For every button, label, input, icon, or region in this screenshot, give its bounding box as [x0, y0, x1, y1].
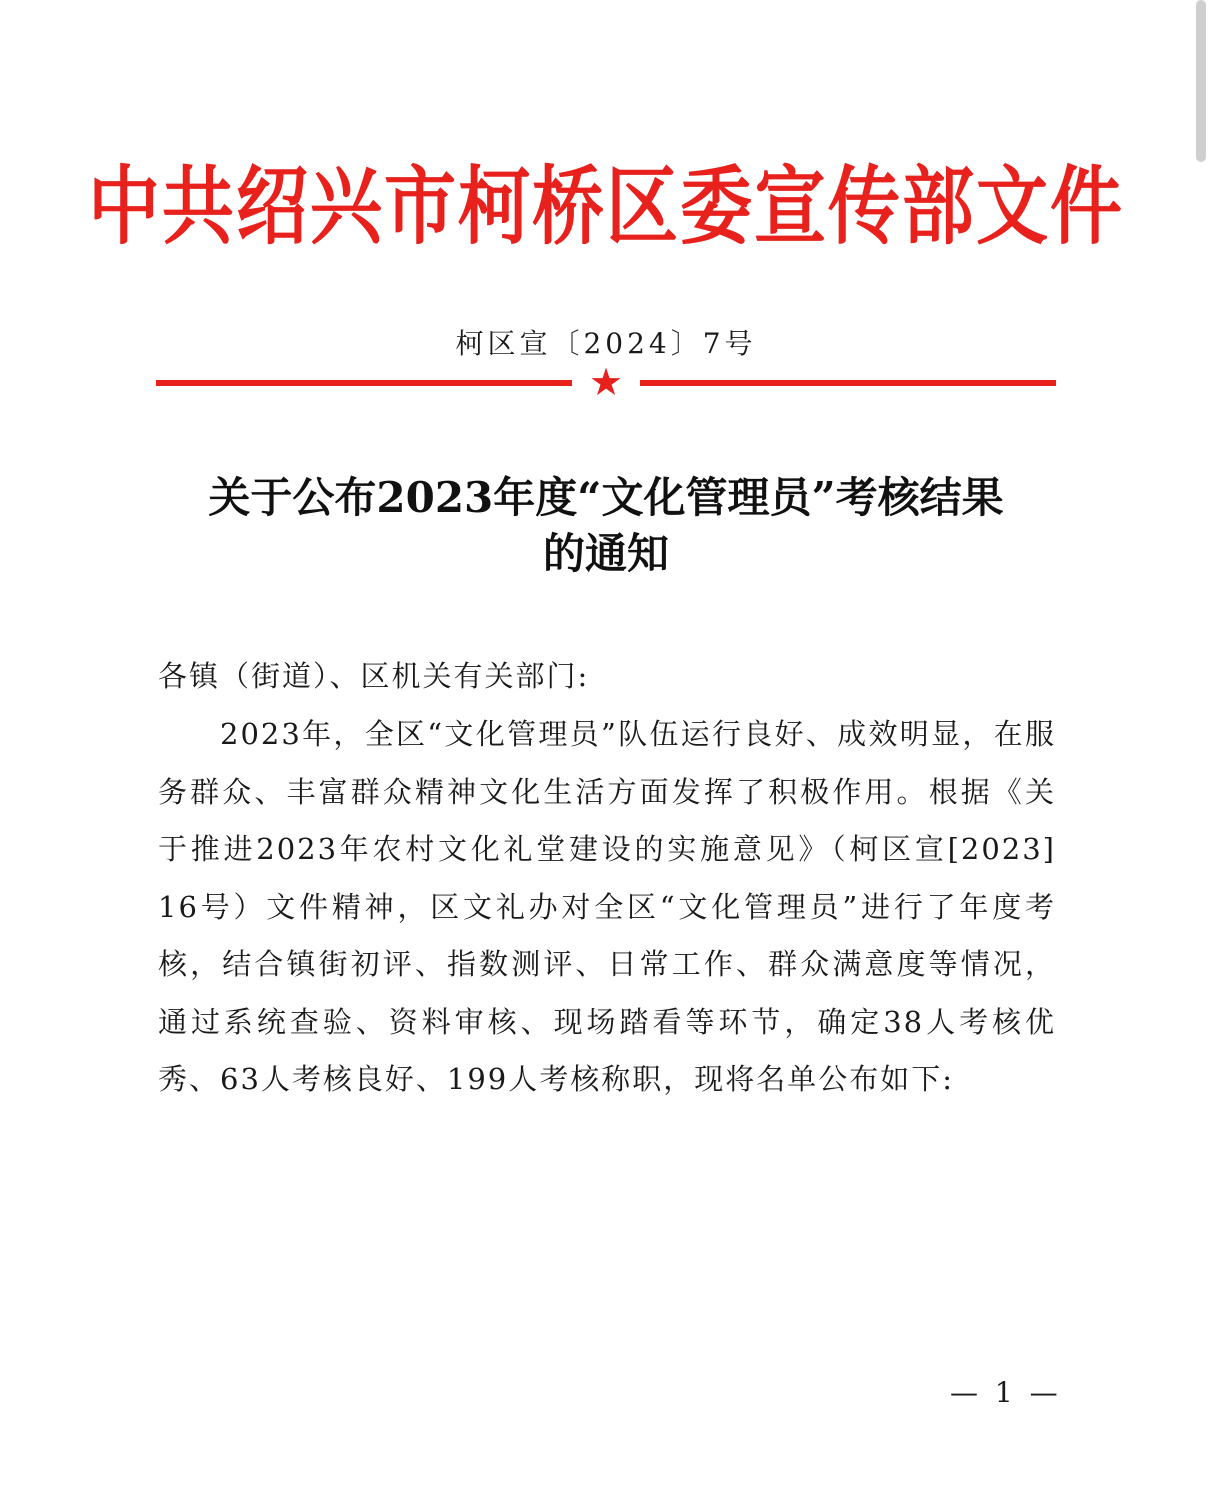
document-header: 中共绍兴市柯桥区委宣传部文件 [87, 156, 1124, 256]
title-line-1: 关于公布2023年度“文化管理员”考核结果 [208, 473, 1004, 522]
document-number: 柯区宣〔2024〕7号 [455, 327, 757, 360]
salutation: 各镇（街道）、区机关有关部门: [158, 659, 590, 693]
red-star-icon: ★ [588, 360, 624, 404]
body-paragraph: 2023年，全区“文化管理员”队伍运行良好、成效明显，在服务群众、丰富群众精神文化生活方面发挥了积极作用。根据《关于推进2023年农村文化礼堂建设的实施意见》（柯区宣[2023] 16号）文件精神，区文礼办对全区“文化管理员”进行了年度考核，结合镇街初评、指数测评、日常工作、群众满意度等情况，通过系统查验、资料审核、现场踏看等环节，确定38人考核优秀、63人考核良好、199人考核称职，现将名单公布如下: [158, 717, 1056, 1096]
red-rule-left [156, 380, 572, 386]
title-line-2: 的通知 [542, 529, 669, 578]
page-number: — 1 — [950, 1376, 1062, 1409]
document-title [0, 470, 1212, 582]
red-rule-right [640, 380, 1056, 386]
